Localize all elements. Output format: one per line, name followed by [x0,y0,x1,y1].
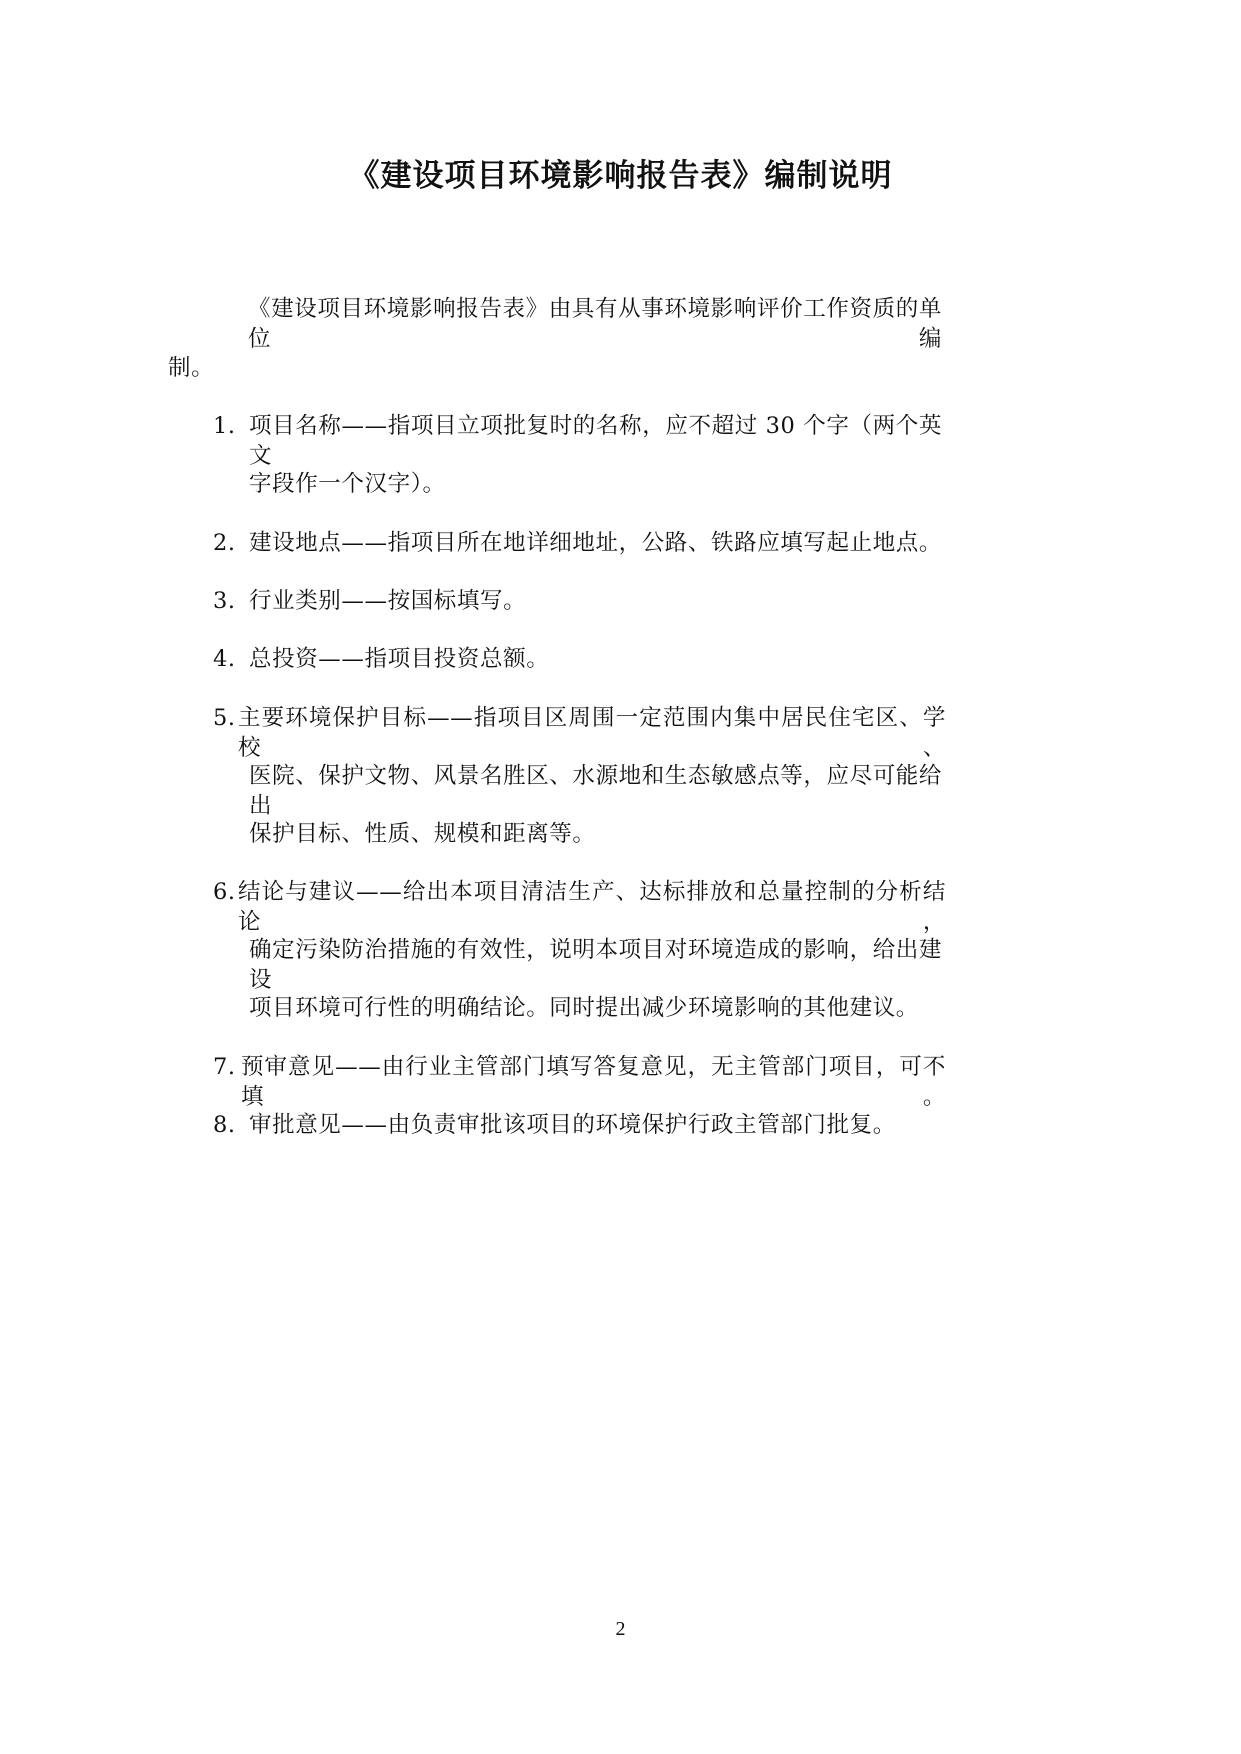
item-4-line-1: 总投资——指项目投资总额。 [249,646,550,672]
item-1-number: 1. [213,413,236,439]
item-2-number: 2. [213,530,236,556]
item-8-number: 8. [213,1112,236,1138]
item-6-line-2: 确定污染防治措施的有效性，说明本项目对环境造成的影响，给出建设 [249,937,943,993]
item-6-number: 6. [213,879,236,905]
item-6-line-1: 结论与建议——给出本项目清洁生产、达标排放和总量控制的分析结论， [238,879,946,935]
item-7-number: 7. [213,1054,236,1080]
item-5-line-3: 保护目标、性质、规模和距离等。 [249,821,596,847]
item-3-number: 3. [213,588,236,614]
page-number: 2 [615,1618,626,1640]
intro-line-2: 制。 [168,355,215,381]
item-5-line-2: 医院、保护文物、风景名胜区、水源地和生态敏感点等，应尽可能给出 [249,763,943,819]
item-8-line-1: 审批意见——由负责审批该项目的环境保护行政主管部门批复。 [249,1112,896,1138]
item-1-line-2: 字段作一个汉字）。 [249,471,446,497]
document-title: 《建设项目环境影响报告表》编制说明 [348,158,893,194]
item-6-line-3: 项目环境可行性的明确结论。同时提出减少环境影响的其他建议。 [249,995,919,1021]
item-3-line-1: 行业类别——按国标填写。 [249,588,527,614]
item-7-line-1: 预审意见——由行业主管部门填写答复意见，无主管部门项目，可不填。 [241,1054,946,1110]
item-5-line-1: 主要环境保护目标——指项目区周围一定范围内集中居民住宅区、学校、 [238,705,946,761]
item-1-line-1: 项目名称——指项目立项批复时的名称，应不超过 30 个字（两个英文 [249,413,942,469]
intro-line-1: 《建设项目环境影响报告表》由具有从事环境影响评价工作资质的单位编 [248,296,942,352]
item-4-number: 4. [213,646,236,672]
item-5-number: 5. [213,705,236,731]
item-2-line-1: 建设地点——指项目所在地详细地址，公路、铁路应填写起止地点。 [249,530,943,556]
